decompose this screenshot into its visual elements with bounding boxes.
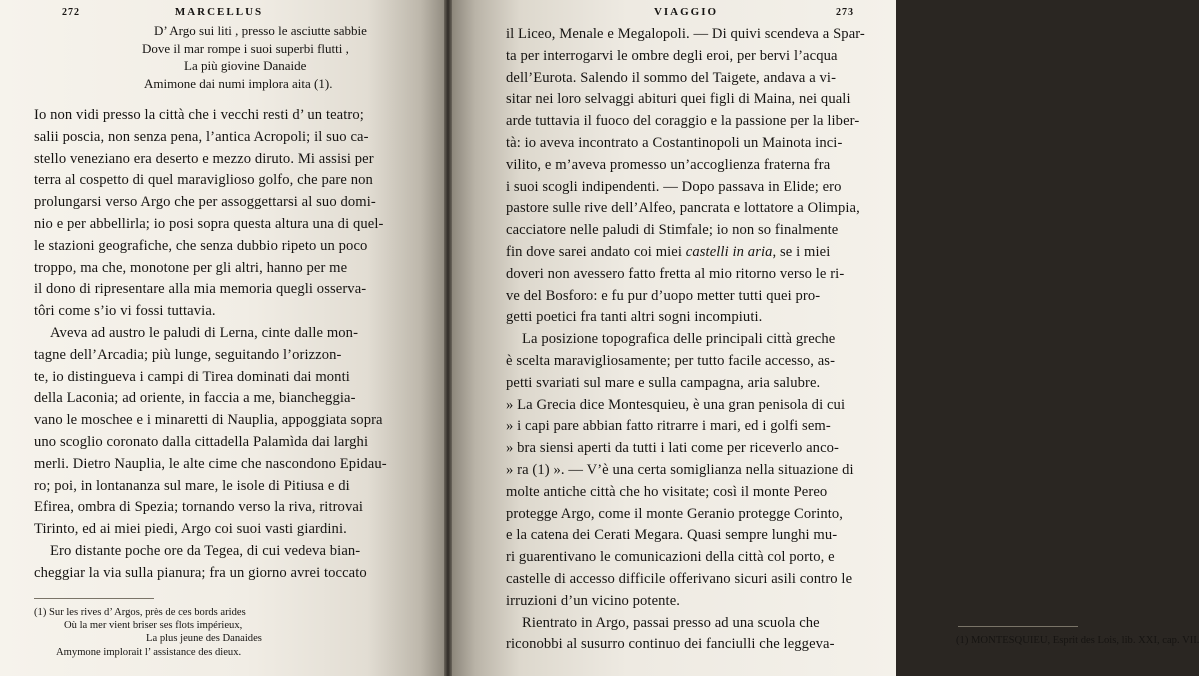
right-page [448,0,1199,676]
text-line: sitar nei loro selvaggi abituri quei figli di Maina, nei quali [506,91,851,108]
running-title: VIAGGIO [653,6,719,18]
text-line: doveri non avessero fatto fretta al mio ritorno verso le ri- [506,265,845,282]
text-line: Rientrato in Argo, passai presso ad una scuola che [522,614,820,631]
text-line: prolungarsi verso Argo che per assoggettarsi al suo domi- [34,194,376,211]
text-line: uno scoglio coronato dalla cittadella Palamìda dai larghi [34,433,369,450]
text-line: petti svariati sul mare e sulla campagna, aria salubre. [506,374,821,391]
page-number: 273 [836,7,854,18]
text-line: ro; poi, in lontananza sul mare, le isole di Pitiusa e di [34,477,350,494]
text-line: irruzioni d’un vicino potente. [506,592,681,609]
text-line: fin dove sarei andato coi miei castelli in aria, se i miei [506,243,831,260]
epigraph-verse [34,22,404,92]
text-line: Aveva ad austro le paludi di Lerna, cinte dalle mon- [50,324,359,341]
text-line: salii poscia, non senza pena, l’antica Acropoli; il suo ca- [34,128,369,145]
text-line: molte antiche città che ho visitate; così il monte Pereo [506,483,828,500]
text-line: merli. Dietro Nauplia, le alte cime che nascondono Epidau- [34,455,387,472]
text-line: protegge Argo, come il monte Geranio protegge Corinto, [506,505,844,522]
text-line: ve del Bosforo: e fu pur d’uopo metter tutti quei pro- [506,287,821,304]
text-line: Efirea, ombra di Spezia; tornando verso la riva, ritrovai [34,499,364,516]
footnote-line: (1) MONTESQUIEU, Esprit des Lois, lib. XXI, cap. VII. [956,635,1199,646]
text-line: » ra (1) ». — V’è una certa somiglianza nella situazione di [506,461,854,478]
text-line: » La Grecia dice Montesquieu, è una gran penisola di cui [506,396,846,413]
verse-line: La più giovine Danaide [184,58,307,73]
text-line: castelle di accesso difficile offerivano sicuri asili contro le [506,570,853,587]
left-page-body [34,105,404,585]
text-line: il Liceo, Menale e Megalopoli. — Di quivi scendeva a Spar- [506,26,865,42]
text-line: troppo, ma che, monotone per gli altri, hanno per me [34,259,348,276]
text-line: riconobbi al susurro continuo dei fanciulli che leggeva- [506,636,835,653]
footnote-line: Amymone implorait l’ assistance des dieux. [56,646,242,658]
running-title: MARCELLUS [174,6,264,18]
footnote-line: La plus jeune des Danaides [146,633,262,645]
text-line: te, io distingueva i campi di Tirea dominati dai monti [34,368,350,385]
book-gutter [444,0,452,676]
text-line: pastore sulle rive dell’Alfeo, pancrata e lottatore a Olimpia, [506,200,860,217]
text-line: dell’Eurota. Salendo il sommo del Taigete, andava a vi- [506,69,837,86]
text-line: ta per interrogarvi le ombre degli eroi, per bervi l’acqua [506,47,838,64]
left-page-header [34,4,404,22]
text-line: nio e per abbellirla; io posi sopra questa altura una di quel- [34,215,384,232]
text-line: tà: io aveva incontrato a Costantinopoli un Mainota inci- [506,134,843,151]
text-line: tôri come s’io vi fossi tuttavia. [34,303,216,320]
verse-line: Dove il mar rompe i suoi superbi flutti , [142,40,349,56]
footnote-rule [958,626,1078,627]
text-line: ri guarentivano le comunicazioni della città col porto, e [506,549,835,566]
text-line: e la catena dei Cerati Megara. Quasi sempre lunghi mu- [506,527,838,544]
verse-line: D’ Argo sui liti , presso le asciutte sabbie [154,23,367,38]
text-line: » bra siensi aperti da tutti i lati come per riceverlo anco- [506,440,840,457]
left-page [0,0,448,676]
footnote-rule [34,598,154,599]
right-page-body [506,24,866,656]
text-line: Ero distante poche ore da Tegea, di cui vedeva bian- [50,542,361,559]
text-line: vano le moschee e i minaretti di Nauplia, appoggiata sopra [34,412,383,429]
footnote-line: (1) Sur les rives d’ Argos, près de ces bords arides [34,607,246,618]
text-line: Io non vidi presso la città che i vecchi resti d’ un teatro; [34,107,364,123]
text-line: stello veneziano era deserto e mezzo diruto. Mi assisi per [34,150,374,167]
emphasis: castelli in aria [685,243,773,260]
footnote-line: Où la mer vient briser ses flots impérieux, [64,620,243,632]
text-line: i suoi scogli indipendenti. — Dopo passava in Elide; ero [506,178,842,195]
text-line: vilito, e m’aveva promesso un’accoglienza fraterna fra [506,156,831,173]
text-line: getti poetici fra tanti altri sogni incompiuti. [506,309,763,326]
verse-line: Amimone dai numi implora aita (1). [144,75,333,91]
text-line: le stazioni geografiche, che senza dubbio ripeto un poco [34,237,368,254]
text-line: il dono di ripresentare alla mia memoria quegli osserva- [34,281,367,298]
text-line: della Laconia; ad oriente, in faccia a me, biancheggia- [34,390,356,407]
text-line: Tirinto, ed ai miei piedi, Argo coi suoi vasti giardini. [34,521,347,538]
text-line: La posizione topografica delle principali città greche [522,331,836,348]
text-line: » i capi pare abbian fatto ritrarre i mari, ed i golfi sem- [506,418,831,435]
text-line: terra al cospetto di quel maraviglioso golfo, che pare non [34,172,373,189]
text-line: cheggiar la via sulla pianura; fra un giorno avrei toccato [34,564,367,581]
text-line: cacciatore nelle paludi di Stimfale; io non so finalmente [506,222,839,239]
page-number: 272 [62,7,80,18]
text-line: arde tuttavia il fuoco del coraggio e la passione per la liber- [506,113,860,130]
text-line: è scelta maravigliosamente; per tutto facile accesso, as- [506,352,836,369]
right-footnote [956,634,1199,647]
right-page-header [506,4,866,22]
left-footnote [34,606,262,659]
text-line: tagne dell’Arcadia; più lunge, seguitando l’orizzon- [34,346,342,363]
